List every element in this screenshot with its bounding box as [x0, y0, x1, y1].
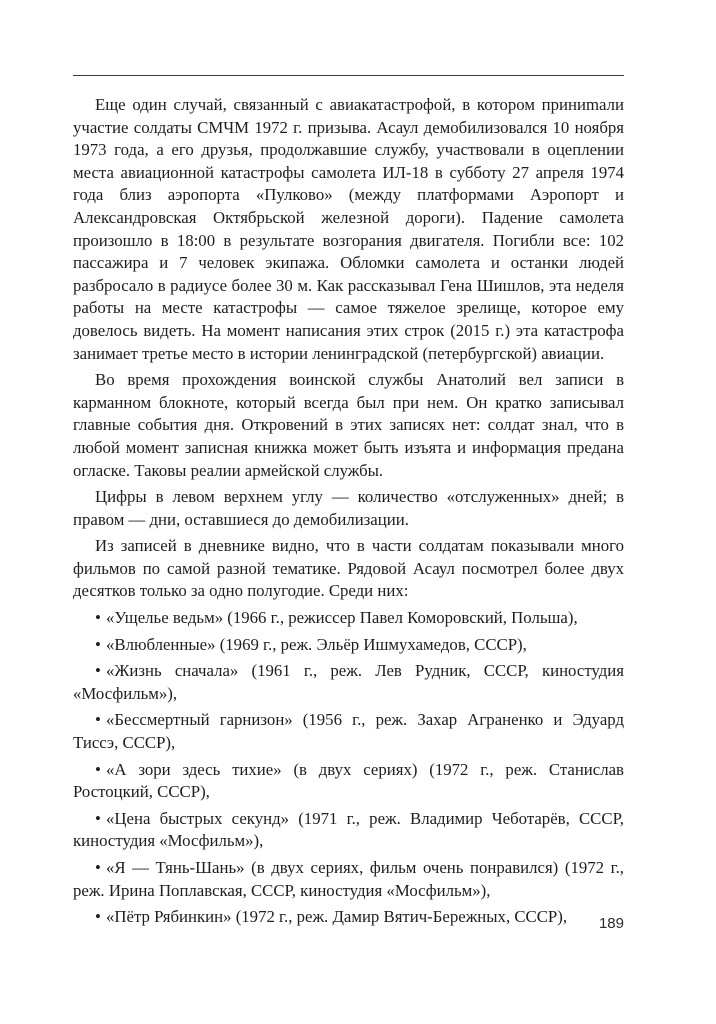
- film-list-item: [73, 709, 624, 754]
- bullet-icon: •: [95, 759, 101, 779]
- film-list-item: [73, 808, 624, 853]
- bullet-icon: •: [95, 858, 101, 877]
- film-entry-text: «Цена быстрых секунд» (1971 г., реж. Владимир Чеботарёв, СССР, киностудия «Мосфильм»),: [73, 808, 624, 851]
- bullet-icon: •: [95, 808, 101, 828]
- bullet-icon: •: [95, 608, 101, 628]
- bullet-icon: •: [95, 634, 101, 654]
- page-body: [73, 94, 624, 929]
- film-list-item: [73, 857, 624, 902]
- film-entry-text: «Бессмертный гарнизон» (1956 г., реж. Захар Аграненко и Эдуард Тиссэ, СССР),: [73, 710, 624, 753]
- film-list-item: [73, 660, 624, 705]
- film-entry-text: «Ущелье ведьм» (1966 г., режиссер Павел Коморовский, Польша),: [106, 608, 578, 628]
- paragraph-day-counters: Цифры в левом верхнем углу — количество «отслуженных» дней; в правом — дни, оставшиеся до демобилизации.: [73, 487, 624, 529]
- film-entry-text: «Пётр Рябинкин» (1972 г., реж. Дамир Вятич-Бережных, СССР),: [106, 907, 568, 927]
- paragraph-notebook: Во время прохождения воинской службы Анатолий вел записи в карманном блокноте, который всегда был при нем. Он кратко записывал главные события дня. Откровений в этих записях нет: солдат знал, что в любой момент записная книжка может быть изъята и информация предана огласке. Таковы реалии армейской службы.: [73, 370, 624, 480]
- bullet-icon: •: [95, 907, 101, 927]
- film-entry-text: «Жизнь сначала» (1961 г., реж. Лев Рудник, СССР, киностудия «Мосфильм»),: [73, 661, 624, 703]
- bullet-icon: •: [95, 710, 101, 730]
- film-list-item: [73, 759, 624, 804]
- film-entry-text: «А зори здесь тихие» (в двух сериях) (1972 г., реж. Станислав Ростоцкий, СССР),: [73, 759, 624, 802]
- header-rule: [73, 75, 624, 76]
- film-list-item: [73, 906, 624, 929]
- film-entry-text: «Я — Тянь-Шань» (в двух сериях, фильм очень понравился) (1972 г., реж. Ирина Поплавская, СССР, киностудия «Мосфильм»),: [73, 858, 624, 900]
- film-list-item: [73, 607, 624, 630]
- film-list-item: [73, 634, 624, 657]
- page-number: 189: [598, 915, 624, 932]
- film-list: [73, 607, 624, 929]
- paragraph-plane-crash: Еще один случай, связанный с авиакатастрофой, в котором приниmали участие солдаты СМЧМ 1972 г. призыва. Асаул демобилизовался 10 ноября 1973 года, а его друзья, продолжавшие службу, участвовали в оцеплении места авиационной катастрофы самолета ИЛ-18 в субботу 27 апреля 1974 года близ аэропорта «Пулково» (между платформами Аэропорт и Александровская Октябрьской железной дороги). Падение самолета произошло в 18:00 в результате возгорания двигателя. Погибли все: 102 пассажира и 7 человек экипажа. Обломки самолета и останки людей разбросало в радиусе более 30 м. Как рассказывал Гена Шишлов, эта неделя работы на месте катастрофы — самое тяжелое зрелище, которое ему довелось видеть. На момент написания этих строк (2015 г.) эта катастрофа занимает третье место в истории ленинградской (петербургской) авиации.: [73, 95, 624, 363]
- bullet-icon: •: [95, 661, 101, 681]
- paragraph-films-intro: Из записей в дневнике видно, что в части солдатам показывали много фильмов по самой разной тематике. Рядовой Асаул посмотрел более двух десятков только за одно полугодие. Среди них:: [73, 536, 624, 601]
- film-entry-text: «Влюбленные» (1969 г., реж. Эльёр Ишмухамедов, СССР),: [106, 634, 527, 654]
